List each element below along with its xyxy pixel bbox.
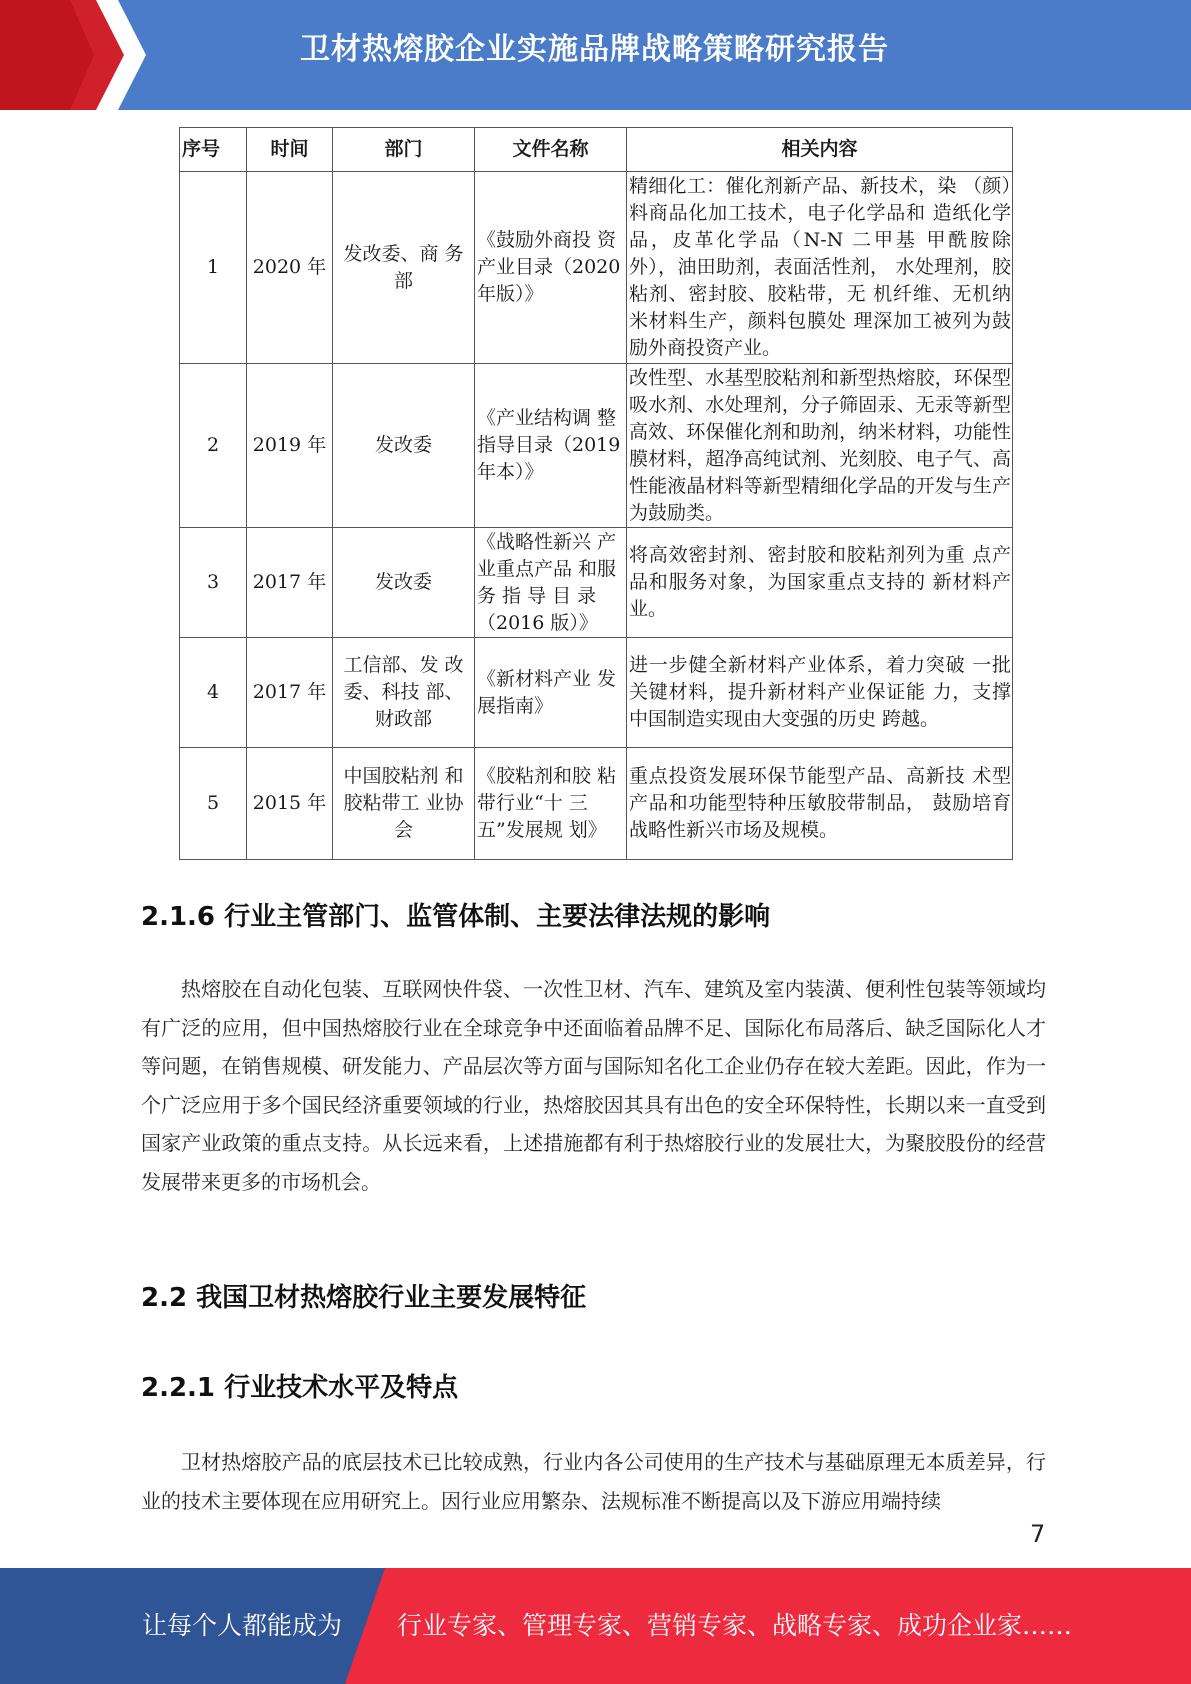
cell-dept: 发改委 (333, 528, 475, 638)
column-header: 部门 (333, 128, 475, 172)
column-header: 时间 (247, 128, 333, 172)
cell-time: 2020 年 (247, 172, 333, 364)
cell-time: 2017 年 (247, 528, 333, 638)
cell-dept: 发改委、商 务部 (333, 172, 475, 364)
cell-time: 2015 年 (247, 748, 333, 860)
cell-doc: 《鼓励外商投 资产业目录（2020 年版）》 (475, 172, 627, 364)
cell-no: 3 (180, 528, 247, 638)
report-title: 卫材热熔胶企业实施品牌战略策略研究报告 (300, 32, 889, 67)
cell-dept: 工信部、发 改委、科技 部、财政部 (333, 638, 475, 748)
page-number: 7 (1030, 1520, 1046, 1548)
section-heading-2-2: 2.2 我国卫材热熔胶行业主要发展特征 (141, 1283, 587, 1313)
cell-no: 2 (180, 364, 247, 528)
cell-no: 4 (180, 638, 247, 748)
section-heading-2-1-6: 2.1.6 行业主管部门、监管体制、主要法律法规的影响 (141, 902, 771, 932)
footer-slogan-right: 行业专家、管理专家、营销专家、战略专家、成功企业家…… (397, 1611, 1073, 1640)
section-heading-2-2-1: 2.2.1 行业技术水平及特点 (141, 1373, 459, 1403)
cell-no: 1 (180, 172, 247, 364)
table-row (180, 528, 1013, 638)
cell-doc: 《新材料产业 发展指南》 (475, 638, 627, 748)
cell-content: 进一步健全新材料产业体系，着力突破 一批关键材料，提升新材料产业保证能 力，支撑中国制造实现由大变强的历史 跨越。 (627, 638, 1013, 748)
cell-doc: 《产业结构调 整指导目录（2019 年本）》 (475, 364, 627, 528)
cell-time: 2017 年 (247, 638, 333, 748)
policy-table (179, 127, 1013, 860)
cell-no: 5 (180, 748, 247, 860)
column-header: 相关内容 (627, 128, 1013, 172)
cell-content: 精细化工：催化剂新产品、新技术，染 （颜）料商品化加工技术，电子化学品和 造纸化学品，皮革化学品（N-N 二甲基 甲酰胺除外），油田助剂，表面活性剂， 水处理剂，胶粘剂、密封胶、胶粘带，无 机纤维、无机纳米材料生产，颜料包膜处 理深加工被列为鼓励外商投资产业。 (627, 172, 1013, 364)
cell-content: 将高效密封剂、密封胶和胶粘剂列为重 点产品和服务对象，为国家重点支持的 新材料产业。 (627, 528, 1013, 638)
table-header-row (180, 128, 1013, 172)
cell-time: 2019 年 (247, 364, 333, 528)
table-row (180, 364, 1013, 528)
cell-content: 改性型、水基型胶粘剂和新型热熔胶，环保型吸水剂、水处理剂，分子筛固汞、无汞等新型高效、环保催化剂和助剂，纳米材料，功能性膜材料，超净高纯试剂、光刻胶、电子气、高性能液晶材料等新型精细化学品的开发与生产为鼓励类。 (627, 364, 1013, 528)
cell-content: 重点投资发展环保节能型产品、高新技 术型产品和功能型特种压敏胶带制品， 鼓励培育战略性新兴市场及规模。 (627, 748, 1013, 860)
section-paragraph: 卫材热熔胶产品的底层技术已比较成熟，行业内各公司使用的生产技术与基础原理无本质差异，行业的技术主要体现在应用研究上。因行业应用繁杂、法规标准不断提高以及下游应用端持续 (141, 1450, 1046, 1513)
section-paragraph: 热熔胶在自动化包装、互联网快件袋、一次性卫材、汽车、建筑及室内装潢、便利性包装等领域均有广泛的应用，但中国热熔胶行业在全球竞争中还面临着品牌不足、国际化布局落后、缺乏国际化人才等问题，在销售规模、研发能力、产品层次等方面与国际知名化工企业仍存在较大差距。因此，作为一个广泛应用于多个国民经济重要领域的行业，热熔胶因其具有出色的安全环保特性，长期以来一直受到国家产业政策的重点支持。从长远来看，上述措施都有利于热熔胶行业的发展壮大，为聚胶股份的经营发展带来更多的市场机会。 (141, 977, 1046, 1194)
footer-slogan-left: 让每个人都能成为 (142, 1611, 343, 1640)
table-row (180, 638, 1013, 748)
cell-doc: 《胶粘剂和胶 粘带行业“十 三五”发展规 划》 (475, 748, 627, 860)
cell-doc: 《战略性新兴 产业重点产品 和服务 指 导 目 录（2016 版）》 (475, 528, 627, 638)
table-row (180, 172, 1013, 364)
column-header: 文件名称 (475, 128, 627, 172)
column-header: 序号 (180, 128, 247, 172)
cell-dept: 中国胶粘剂 和胶粘带工 业协会 (333, 748, 475, 860)
page-header (0, 0, 1191, 110)
cell-dept: 发改委 (333, 364, 475, 528)
table-row (180, 748, 1013, 860)
page-footer (0, 1568, 1191, 1684)
